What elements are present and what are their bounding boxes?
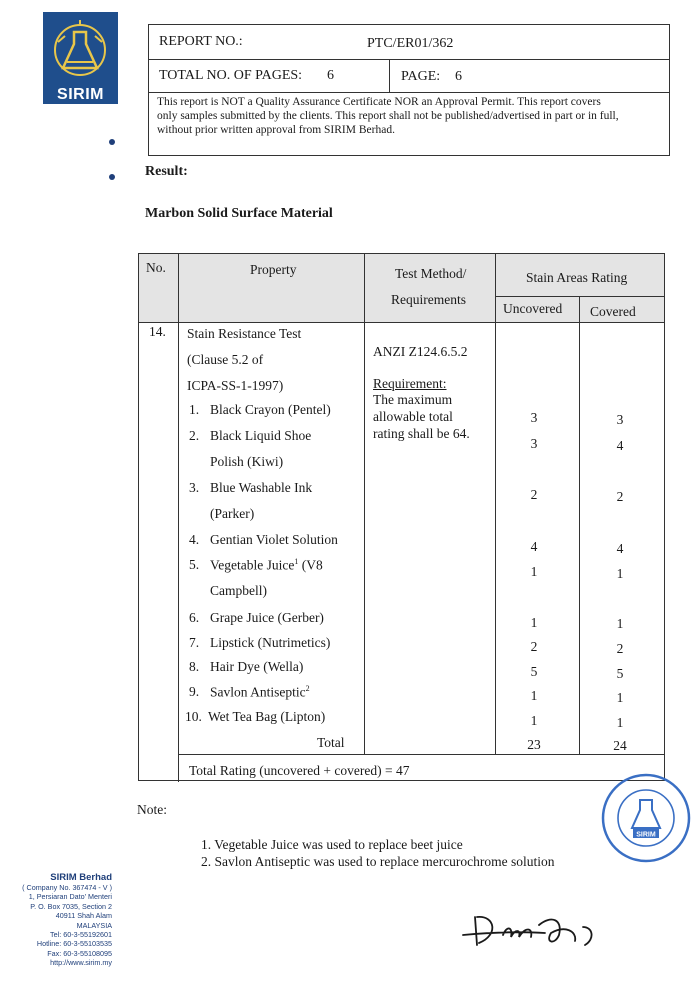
covered-rating: 2 bbox=[616, 641, 624, 656]
uncovered-rating: 4 bbox=[530, 539, 538, 554]
stain-agent: Savlon Antiseptic$^2$ bbox=[210, 684, 310, 700]
row-number: 7. bbox=[189, 635, 200, 650]
stain-agent: Lipstick (Nutrimetics) bbox=[210, 635, 331, 650]
covered-rating: 1 bbox=[616, 566, 624, 581]
sirim-stamp bbox=[600, 772, 692, 864]
bullet-dot bbox=[109, 174, 115, 180]
row-number: 10. bbox=[185, 709, 202, 724]
covered-rating: 1 bbox=[616, 690, 624, 705]
test-standard: ICPA-SS-1-1997) bbox=[187, 378, 284, 393]
col-property-header: Property bbox=[250, 262, 297, 277]
stain-agent: Black Crayon (Pentel) bbox=[210, 402, 331, 417]
address-line: MALAYSIA bbox=[76, 920, 112, 930]
report-header-box bbox=[148, 24, 670, 156]
test-name: Stain Resistance Test bbox=[187, 326, 302, 341]
requirement-line: allowable total bbox=[373, 409, 453, 424]
note-item: 2. Savlon Antiseptic was used to replace mercurochrome solution bbox=[201, 854, 555, 869]
row-number: 2. bbox=[189, 428, 200, 443]
disclaimer-text bbox=[157, 95, 663, 137]
pages-row bbox=[149, 59, 669, 93]
report-no-value: PTC/ER01/362 bbox=[367, 36, 454, 51]
uncovered-rating: 2 bbox=[530, 487, 538, 502]
row-number: 4. bbox=[189, 532, 200, 547]
total-rating: Total Rating (uncovered + covered) = 47 bbox=[189, 763, 410, 778]
requirement-line: rating shall be 64. bbox=[373, 426, 470, 441]
covered-rating: 1 bbox=[616, 616, 624, 631]
total-label: Total bbox=[317, 735, 345, 750]
total-covered: 24 bbox=[613, 738, 627, 753]
method-code: ANZI Z124.6.5.2 bbox=[373, 344, 468, 359]
bullet-dot bbox=[109, 139, 115, 145]
uncovered-rating: 1 bbox=[530, 688, 538, 703]
page-value: 6 bbox=[455, 69, 462, 84]
row-number: 6. bbox=[189, 610, 200, 625]
report-no-label: REPORT NO.: bbox=[159, 34, 243, 49]
address-line: 40911 Shah Alam bbox=[55, 911, 112, 921]
covered-rating: 3 bbox=[616, 412, 624, 427]
item-number: 14. bbox=[149, 324, 166, 339]
company-reg: ( Company No. 367474 - V ) bbox=[22, 883, 112, 892]
uncovered-rating: 1 bbox=[530, 615, 538, 630]
row-number: 9. bbox=[189, 684, 200, 699]
results-table bbox=[138, 253, 665, 781]
covered-rating: 2 bbox=[616, 489, 624, 504]
col-method-header: Test Method/ bbox=[395, 266, 467, 281]
hotline: Hotline: 60-3-55103535 bbox=[36, 939, 112, 949]
note-item: 1. Vegetable Juice was used to replace beet juice bbox=[201, 837, 463, 852]
row-number: 1. bbox=[189, 402, 200, 417]
stain-agent: Vegetable Juice$^1$ (V8 bbox=[210, 557, 323, 573]
requirement-line: The maximum bbox=[373, 392, 453, 407]
note-label: Note: bbox=[137, 802, 167, 817]
uncovered-rating: 2 bbox=[530, 639, 538, 654]
flask-emblem-icon bbox=[43, 12, 118, 92]
table-header-bg bbox=[139, 254, 664, 322]
stain-agent: Wet Tea Bag (Lipton) bbox=[208, 709, 326, 724]
uncovered-rating: 3 bbox=[530, 410, 538, 425]
total-uncovered: 23 bbox=[527, 737, 541, 752]
covered-rating: 4 bbox=[616, 541, 624, 556]
company-name: SIRIM Berhad bbox=[50, 872, 112, 883]
material-heading: Marbon Solid Surface Material bbox=[145, 206, 333, 221]
phone: Tel: 60-3-55192601 bbox=[50, 930, 112, 940]
result-heading: Result: bbox=[145, 164, 188, 179]
stain-agent: Black Liquid Shoe bbox=[210, 428, 312, 443]
covered-rating: 4 bbox=[616, 438, 624, 453]
row-number: 3. bbox=[189, 480, 200, 495]
disclaimer-line: without prior written approval from SIRIM Berhad. bbox=[157, 124, 395, 136]
address-line: P. O. Box 7035, Section 2 bbox=[30, 901, 112, 911]
total-pages-label: TOTAL NO. OF PAGES: bbox=[159, 68, 303, 83]
uncovered-rating: 3 bbox=[530, 436, 538, 451]
stain-agent: Blue Washable Ink bbox=[210, 480, 313, 495]
report-number-row bbox=[149, 25, 669, 60]
requirement-label: Requirement: bbox=[373, 376, 447, 391]
row-number: 8. bbox=[189, 659, 200, 674]
disclaimer-line: This report is NOT a Quality Assurance Certificate NOR an Approval Permit. This report covers bbox=[157, 96, 601, 108]
stain-agent-line2: Campbell) bbox=[210, 583, 267, 598]
covered-rating: 1 bbox=[616, 715, 624, 730]
stain-agent-line2: (Parker) bbox=[210, 506, 255, 521]
page-label: PAGE: bbox=[401, 69, 441, 84]
website: http://www.sirim.my bbox=[50, 958, 112, 968]
col-rating-header: Stain Areas Rating bbox=[526, 270, 628, 285]
address-line: 1, Persiaran Dato' Menteri bbox=[28, 892, 112, 902]
stain-agent: Grape Juice (Gerber) bbox=[210, 610, 324, 625]
logo-wordmark: SIRIM bbox=[57, 86, 104, 103]
col-method-header-2: Requirements bbox=[391, 292, 466, 307]
stain-agent: Gentian Violet Solution bbox=[210, 532, 338, 547]
stamp-inner-text: SIRIM bbox=[636, 831, 656, 839]
test-clause: (Clause 5.2 of bbox=[187, 352, 264, 367]
disclaimer-line: only samples submitted by the clients. This report shall not be published/advertised in part or in full, bbox=[157, 110, 619, 122]
col-covered-header: Covered bbox=[590, 304, 636, 319]
stain-agent-line2: Polish (Kiwi) bbox=[210, 454, 284, 469]
uncovered-rating: 1 bbox=[530, 564, 538, 579]
stain-agent: Hair Dye (Wella) bbox=[210, 659, 304, 674]
uncovered-rating: 5 bbox=[530, 664, 538, 679]
row-number: 5. bbox=[189, 557, 200, 572]
col-uncovered-header: Uncovered bbox=[503, 301, 563, 316]
covered-rating: 5 bbox=[616, 666, 624, 681]
col-no-header: No. bbox=[146, 260, 166, 275]
company-address bbox=[8, 872, 112, 968]
total-pages-value: 6 bbox=[327, 68, 334, 83]
signature-image bbox=[455, 905, 615, 955]
fax: Fax: 60-3-55108095 bbox=[47, 948, 112, 958]
uncovered-rating: 1 bbox=[530, 713, 538, 728]
